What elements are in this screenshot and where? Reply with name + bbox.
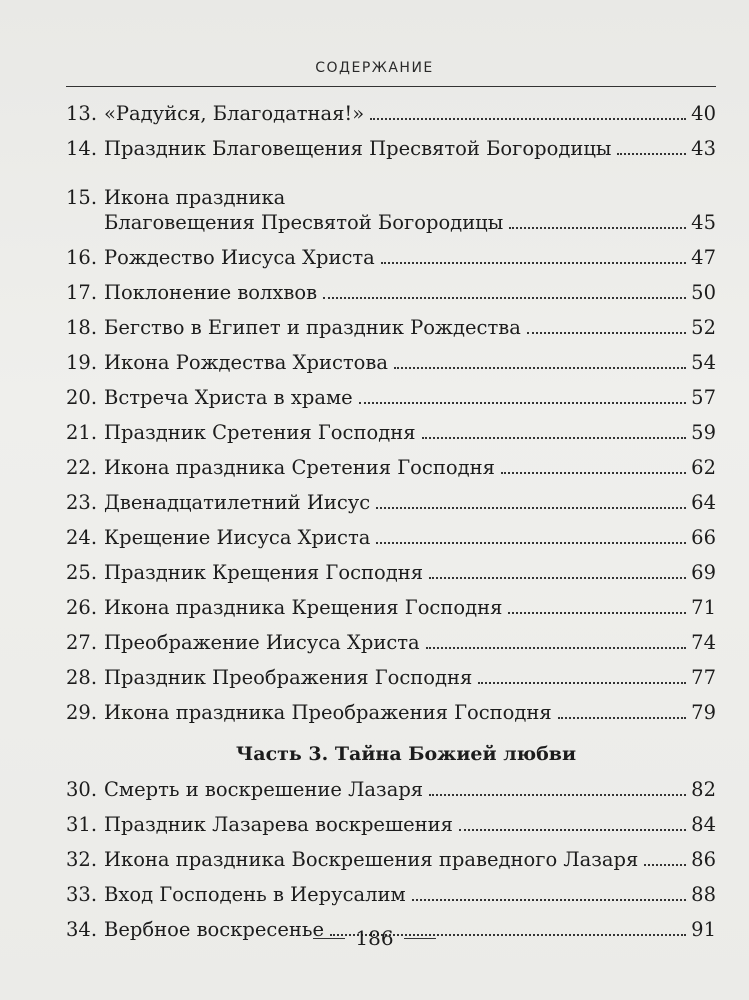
- toc-entry: [66, 802, 716, 837]
- toc-entry: [66, 550, 716, 585]
- toc-entry-title-line2: Благовещения Пресвятой Богородицы: [104, 211, 504, 234]
- toc-entry-number: 22.: [66, 456, 98, 479]
- toc-entry-title: Праздник Сретения Господня: [104, 421, 416, 444]
- dot-leader: [501, 471, 686, 474]
- dot-leader: [509, 226, 686, 229]
- toc-entry-number: 15.: [66, 186, 98, 209]
- toc-entry-page: 79: [691, 701, 716, 724]
- toc-entry-page: 77: [691, 666, 716, 689]
- toc-entry-page: 43: [691, 137, 716, 160]
- toc-entry: [66, 655, 716, 690]
- toc-entry-title: Вербное воскресенье: [104, 918, 325, 941]
- toc-entry-page: 66: [691, 526, 716, 549]
- toc-entry-title: Икона праздника Крещения Господня: [104, 596, 503, 619]
- toc-entry: [66, 375, 716, 410]
- toc-entry-title: Смерть и воскрешение Лазаря: [104, 778, 424, 801]
- toc-entry-page: 86: [691, 848, 716, 871]
- footer-dash-right: [404, 938, 436, 939]
- toc-entry-number: 16.: [66, 246, 98, 269]
- toc-entry-number: 32.: [66, 848, 98, 871]
- toc-entry: [66, 515, 716, 550]
- toc-entry-number: 29.: [66, 701, 98, 724]
- toc-entry-number: 27.: [66, 631, 98, 654]
- toc-entry-page: 64: [691, 491, 716, 514]
- toc-entry-title: Крещение Иисуса Христа: [104, 526, 371, 549]
- toc-entry-number: 19.: [66, 351, 98, 374]
- toc-entry-page: 54: [691, 351, 716, 374]
- running-head: СОДЕРЖАНИЕ: [315, 60, 434, 76]
- header-rule: [66, 86, 716, 87]
- toc-entry-title: Вход Господень в Иерусалим: [104, 883, 406, 906]
- toc-entry-page: 47: [691, 246, 716, 269]
- dot-leader: [323, 296, 686, 299]
- dot-leader: [527, 331, 686, 334]
- toc-entry-page: 40: [691, 102, 716, 125]
- toc-entry: [66, 620, 716, 655]
- toc-entry-number: 23.: [66, 491, 98, 514]
- toc-entry-page: 84: [691, 813, 716, 836]
- toc-entry-page: 71: [691, 596, 716, 619]
- toc-entry-number: 33.: [66, 883, 98, 906]
- dot-leader: [459, 828, 686, 831]
- toc-entry: [66, 480, 716, 515]
- toc-entry-page: 62: [691, 456, 716, 479]
- toc-entry-number: 24.: [66, 526, 98, 549]
- toc-entry: [66, 126, 716, 161]
- dot-leader: [429, 576, 686, 579]
- toc-entry-number: 13.: [66, 102, 98, 125]
- toc-entry-title: Бегство в Египет и праздник Рождества: [104, 316, 521, 339]
- toc-entry-number: 31.: [66, 813, 98, 836]
- toc-entry-title: Встреча Христа в храме: [104, 386, 353, 409]
- dot-leader: [644, 863, 686, 866]
- dot-leader: [617, 152, 686, 155]
- toc-entry-number: 17.: [66, 281, 98, 304]
- table-of-contents: [66, 91, 716, 942]
- dot-leader: [478, 681, 686, 684]
- dot-leader: [394, 366, 686, 369]
- toc-entry-page: 45: [691, 211, 716, 234]
- page-number: 186: [355, 926, 394, 950]
- toc-entry-title: Преображение Иисуса Христа: [104, 631, 420, 654]
- dot-leader: [376, 541, 686, 544]
- toc-entry: [66, 585, 716, 620]
- toc-entry-title: «Радуйся, Благодатная!»: [104, 102, 365, 125]
- dot-leader: [429, 793, 686, 796]
- toc-entry: [66, 340, 716, 375]
- dot-leader: [359, 401, 686, 404]
- toc-entry-page: 52: [691, 316, 716, 339]
- toc-entry-title: Икона праздника Воскрешения праведного Лазаря: [104, 848, 639, 871]
- toc-entry-number: 25.: [66, 561, 98, 584]
- toc-entry-number: 30.: [66, 778, 98, 801]
- toc-entry-title: Праздник Лазарева воскрешения: [104, 813, 453, 836]
- dot-leader: [412, 898, 686, 901]
- dot-leader: [376, 506, 686, 509]
- toc-entry-title: Икона Рождества Христова: [104, 351, 389, 374]
- dot-leader: [508, 611, 686, 614]
- toc-entry-title: Праздник Крещения Господня: [104, 561, 424, 584]
- toc-entry: [66, 690, 716, 725]
- toc-entry-number: 18.: [66, 316, 98, 339]
- toc-entry-title: Икона праздника Преображения Господня: [104, 701, 552, 724]
- toc-entry-number: 14.: [66, 137, 98, 160]
- toc-entry: [66, 305, 716, 340]
- toc-entry-page: 88: [691, 883, 716, 906]
- page-footer: [0, 926, 749, 950]
- toc-entry: [66, 872, 716, 907]
- toc-entry-page: 59: [691, 421, 716, 444]
- toc-entry-title: Поклонение волхвов: [104, 281, 318, 304]
- toc-entry-title: Двенадцатилетний Иисус: [104, 491, 371, 514]
- toc-entry: [66, 270, 716, 305]
- dot-leader: [426, 646, 686, 649]
- toc-entry-number: 26.: [66, 596, 98, 619]
- part-heading: Часть 3. Тайна Божией любви: [235, 743, 577, 765]
- toc-entry: [66, 767, 716, 802]
- toc-entry-number: 34.: [66, 918, 98, 941]
- toc-entry-page: 74: [691, 631, 716, 654]
- toc-entry-number: 20.: [66, 386, 98, 409]
- toc-entry-page: 91: [691, 918, 716, 941]
- toc-entry: [66, 410, 716, 445]
- toc-entry-title: Праздник Благовещения Пресвятой Богородицы: [104, 137, 612, 160]
- toc-entry: [66, 235, 716, 270]
- toc-entry: [66, 837, 716, 872]
- toc-entry-page: 69: [691, 561, 716, 584]
- dot-leader: [370, 117, 686, 120]
- toc-entry-number: 21.: [66, 421, 98, 444]
- toc-entry-page: 50: [691, 281, 716, 304]
- toc-entry-number: 28.: [66, 666, 98, 689]
- toc-entry-title: Рождество Иисуса Христа: [104, 246, 375, 269]
- dot-leader: [558, 716, 686, 719]
- footer-dash-left: [313, 938, 345, 939]
- toc-entry-title: Праздник Преображения Господня: [104, 666, 473, 689]
- toc-entry-title: Икона праздника Сретения Господня: [104, 456, 495, 479]
- dot-leader: [422, 436, 686, 439]
- toc-entry: [66, 91, 716, 126]
- toc-entry-page: 57: [691, 386, 716, 409]
- dot-leader: [381, 261, 686, 264]
- toc-entry-title-line1: Икона праздника: [104, 186, 286, 209]
- toc-entry: [66, 161, 716, 235]
- toc-entry: [66, 445, 716, 480]
- toc-entry-page: 82: [691, 778, 716, 801]
